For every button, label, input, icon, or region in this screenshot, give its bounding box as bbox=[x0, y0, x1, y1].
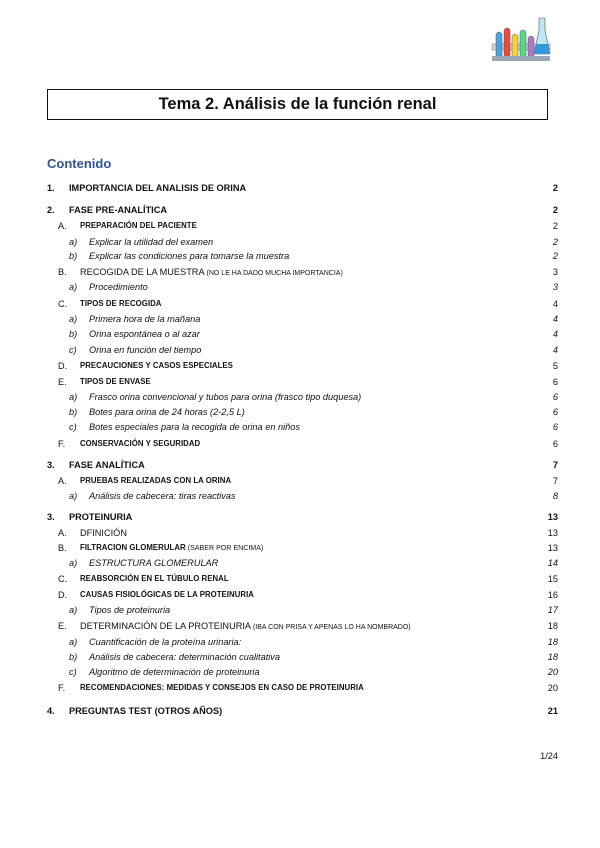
toc-entry-number: 1. bbox=[47, 183, 55, 193]
toc-entry-title bbox=[80, 588, 254, 602]
toc-entry-title bbox=[80, 619, 411, 635]
toc-entry-title bbox=[89, 280, 148, 294]
toc-entry-page: 21 bbox=[547, 706, 558, 716]
toc-entry-title bbox=[89, 420, 300, 434]
document-title-box bbox=[47, 89, 548, 120]
toc-entry-page: 14 bbox=[547, 558, 558, 568]
toc-entry[interactable] bbox=[47, 489, 558, 503]
toc-entry-number: E. bbox=[58, 621, 67, 631]
toc-entry-number: D. bbox=[58, 361, 68, 371]
toc-entry-number: b) bbox=[69, 652, 78, 662]
toc-entry-page: 18 bbox=[547, 621, 558, 631]
toc-entry-title bbox=[89, 405, 245, 419]
toc-entry[interactable] bbox=[47, 420, 558, 434]
toc-entry-number: a) bbox=[69, 314, 78, 324]
toc-entry-title bbox=[80, 541, 263, 556]
toc-entry[interactable] bbox=[47, 603, 558, 617]
toc-entry-title bbox=[80, 572, 229, 586]
toc-entry-text: CAUSAS FISIOLÓGICAS DE LA PROTEINURIA bbox=[80, 590, 254, 599]
toc-entry-title bbox=[89, 650, 280, 664]
toc-entry-title bbox=[80, 474, 231, 488]
toc-entry-page: 20 bbox=[547, 683, 558, 693]
toc-entry-title bbox=[89, 327, 200, 341]
toc-entry-title bbox=[80, 526, 127, 540]
toc-entry-text: Análisis de cabecera: determinación cualitativa bbox=[89, 652, 280, 662]
toc-entry[interactable] bbox=[47, 235, 558, 249]
toc-entry-page: 8 bbox=[552, 491, 558, 501]
toc-entry-text: ESTRUCTURA GLOMERULAR bbox=[89, 558, 219, 568]
toc-entry-page: 6 bbox=[552, 439, 558, 449]
toc-entry[interactable] bbox=[47, 280, 558, 294]
toc-entry-page: 4 bbox=[552, 314, 558, 324]
toc-entry[interactable] bbox=[47, 327, 558, 341]
contents-heading: Contenido bbox=[47, 156, 112, 171]
toc-entry-page: 18 bbox=[547, 637, 558, 647]
toc-entry-text: TIPOS DE RECOGIDA bbox=[80, 299, 162, 308]
toc-entry-text: Procedimiento bbox=[89, 282, 148, 292]
toc-entry-text: Orina en función del tiempo bbox=[89, 345, 202, 355]
toc-entry-title bbox=[69, 704, 222, 718]
toc-entry-text: FASE ANALÍTICA bbox=[69, 460, 145, 470]
toc-entry-title bbox=[89, 235, 213, 249]
toc-entry-page: 13 bbox=[547, 543, 558, 553]
toc-entry[interactable] bbox=[47, 541, 558, 555]
toc-entry-number: A. bbox=[58, 476, 67, 486]
toc-entry-text: PRUEBAS REALIZADAS CON LA ORINA bbox=[80, 476, 232, 485]
toc-entry-text: Botes especiales para la recogida de orina en niños bbox=[89, 422, 300, 432]
toc-entry-title bbox=[89, 635, 241, 649]
toc-entry-text: Tipos de proteinuria bbox=[89, 605, 171, 615]
toc-entry-text: Algoritmo de determinación de proteinuria bbox=[89, 667, 260, 677]
toc-entry[interactable] bbox=[47, 359, 558, 373]
toc-entry[interactable] bbox=[47, 390, 558, 404]
toc-entry-text: Botes para orina de 24 horas (2-2,5 L) bbox=[89, 407, 245, 417]
toc-entry-text: Explicar la utilidad del examen bbox=[89, 237, 214, 247]
toc-entry-text: IMPORTANCIA DEL ANALISIS DE ORINA bbox=[69, 183, 247, 193]
toc-entry-title bbox=[80, 359, 233, 373]
toc-entry[interactable] bbox=[47, 681, 558, 695]
toc-entry-title bbox=[69, 181, 246, 195]
toc-entry[interactable] bbox=[47, 181, 558, 195]
toc-entry[interactable] bbox=[47, 650, 558, 664]
toc-entry-number: a) bbox=[69, 392, 78, 402]
toc-entry[interactable] bbox=[47, 405, 558, 419]
toc-entry-page: 20 bbox=[547, 667, 558, 677]
toc-entry-title bbox=[89, 603, 170, 617]
toc-entry-title bbox=[80, 297, 161, 311]
toc-entry-page: 13 bbox=[547, 528, 558, 538]
page-number: 1/24 bbox=[540, 751, 558, 761]
toc-entry-number: E. bbox=[58, 377, 67, 387]
toc-entry-number: b) bbox=[69, 407, 78, 417]
toc-entry-number: b) bbox=[69, 251, 78, 261]
toc-entry-number: 2. bbox=[47, 205, 55, 215]
toc-entry-number: a) bbox=[69, 237, 78, 247]
toc-entry-page: 6 bbox=[552, 407, 558, 417]
toc-entry-text: Primera hora de la mañana bbox=[89, 314, 201, 324]
toc-entry-text: Cuantificación de la proteína urinaria: bbox=[89, 637, 242, 647]
toc-entry-title bbox=[89, 249, 289, 263]
toc-entry-note: (NO LE HA DADO MUCHA IMPORTANCIA) bbox=[204, 270, 343, 277]
toc-entry[interactable] bbox=[47, 437, 558, 451]
toc-entry-page: 4 bbox=[552, 345, 558, 355]
toc-entry[interactable] bbox=[47, 219, 558, 233]
toc-entry-note: (IBA CON PRISA Y APENAS LO HA NOMBRADO) bbox=[251, 624, 411, 631]
toc-entry-page: 2 bbox=[552, 183, 558, 193]
toc-entry-text: Explicar las condiciones para tomarse la muestra bbox=[89, 251, 290, 261]
toc-entry-number: a) bbox=[69, 558, 78, 568]
toc-entry-number: F. bbox=[58, 439, 66, 449]
toc-entry[interactable] bbox=[47, 665, 558, 679]
toc-entry-page: 17 bbox=[547, 605, 558, 615]
toc-entry-page: 15 bbox=[547, 574, 558, 584]
toc-entry[interactable] bbox=[47, 510, 558, 524]
toc-entry-text: RECOMENDACIONES: MEDIDAS Y CONSEJOS EN CASO DE PROTEINURIA bbox=[80, 683, 364, 692]
toc-entry-page: 5 bbox=[552, 361, 558, 371]
toc-entry[interactable] bbox=[47, 588, 558, 602]
toc-entry-page: 6 bbox=[552, 422, 558, 432]
toc-entry-number: C. bbox=[58, 299, 68, 309]
toc-entry[interactable] bbox=[47, 474, 558, 488]
toc-entry-number: A. bbox=[58, 528, 67, 538]
toc-entry-number: C. bbox=[58, 574, 68, 584]
toc-entry-text: REABSORCIÓN EN EL TÚBULO RENAL bbox=[80, 574, 229, 583]
toc-entry-page: 16 bbox=[547, 590, 558, 600]
toc-entry[interactable] bbox=[47, 312, 558, 326]
toc-entry[interactable] bbox=[47, 619, 558, 633]
lab-glassware-icon bbox=[490, 14, 552, 64]
toc-entry[interactable] bbox=[47, 265, 558, 279]
toc-entry-text: FASE PRE-ANALÍTICA bbox=[69, 205, 168, 215]
toc-entry-title bbox=[80, 265, 343, 281]
toc-entry-number: c) bbox=[69, 667, 77, 677]
toc-entry-page: 4 bbox=[552, 299, 558, 309]
toc-entry-note: (SABER POR ENCIMA) bbox=[185, 545, 264, 552]
toc-entry-page: 6 bbox=[552, 392, 558, 402]
toc-entry-page: 2 bbox=[552, 251, 558, 261]
toc-entry-text: PRECAUCIONES Y CASOS ESPECIALES bbox=[80, 361, 233, 370]
toc-entry-title bbox=[80, 375, 151, 389]
toc-entry-page: 3 bbox=[552, 267, 558, 277]
toc-entry-text: Análisis de cabecera: tiras reactivas bbox=[89, 491, 236, 501]
toc-entry-text: TIPOS DE ENVASE bbox=[80, 377, 151, 386]
toc-entry-page: 7 bbox=[552, 476, 558, 486]
toc-entry-text: Frasco orina convencional y tubos para orina (frasco tipo duquesa) bbox=[89, 392, 362, 402]
toc-entry-text: FILTRACION GLOMERULAR bbox=[80, 543, 186, 552]
toc-entry-page: 2 bbox=[552, 237, 558, 247]
toc-entry[interactable] bbox=[47, 556, 558, 570]
toc-entry-title bbox=[89, 312, 200, 326]
toc-entry-text: PREGUNTAS TEST (OTROS AÑOS) bbox=[69, 706, 223, 716]
toc-entry[interactable] bbox=[47, 375, 558, 389]
toc-entry-page: 18 bbox=[547, 652, 558, 662]
toc-entry-number: B. bbox=[58, 267, 67, 277]
toc-entry[interactable] bbox=[47, 203, 558, 217]
toc-entry-number: b) bbox=[69, 329, 78, 339]
toc-entry-number: B. bbox=[58, 543, 67, 553]
toc-entry-number: D. bbox=[58, 590, 68, 600]
toc-entry-text: CONSERVACIÓN Y SEGURIDAD bbox=[80, 439, 201, 448]
toc-entry-number: a) bbox=[69, 282, 78, 292]
toc-entry-title bbox=[80, 219, 197, 233]
toc-entry[interactable] bbox=[47, 458, 558, 472]
toc-entry[interactable] bbox=[47, 343, 558, 357]
toc-entry-page: 2 bbox=[552, 205, 558, 215]
toc-entry-number: c) bbox=[69, 345, 77, 355]
toc-entry-title bbox=[89, 343, 201, 357]
toc-entry-text: RECOGIDA DE LA MUESTRA bbox=[80, 267, 205, 277]
toc-entry-number: a) bbox=[69, 605, 78, 615]
toc-entry[interactable] bbox=[47, 704, 558, 718]
toc-entry[interactable] bbox=[47, 526, 558, 540]
toc-entry-page: 4 bbox=[552, 329, 558, 339]
toc-entry-page: 2 bbox=[552, 221, 558, 231]
toc-entry-number: a) bbox=[69, 491, 78, 501]
toc-entry-page: 6 bbox=[552, 377, 558, 387]
toc-entry-page: 7 bbox=[552, 460, 558, 470]
toc-entry[interactable] bbox=[47, 572, 558, 586]
toc-entry-number: c) bbox=[69, 422, 77, 432]
toc-entry-text: DETERMINACIÓN DE LA PROTEINURIA bbox=[80, 621, 252, 631]
toc-entry-title bbox=[89, 556, 218, 570]
toc-entry-title bbox=[89, 390, 361, 404]
toc-entry-title bbox=[69, 458, 145, 472]
toc-entry-number: 3. bbox=[47, 460, 55, 470]
toc-entry[interactable] bbox=[47, 249, 558, 263]
lab-glassware-logo bbox=[490, 14, 552, 64]
toc-entry-number: 3. bbox=[47, 512, 55, 522]
toc-entry-title bbox=[89, 489, 236, 503]
document-title: Tema 2. Análisis de la función renal bbox=[158, 95, 437, 113]
toc-entry-number: a) bbox=[69, 637, 78, 647]
toc-entry-number: F. bbox=[58, 683, 66, 693]
toc-entry-page: 13 bbox=[547, 512, 558, 522]
toc-entry-title bbox=[89, 665, 260, 679]
toc-entry-text: DFINICIÓN bbox=[80, 528, 127, 538]
toc-entry-title bbox=[69, 203, 167, 217]
toc-entry-text: PROTEINURIA bbox=[69, 512, 133, 522]
toc-entry-page: 3 bbox=[552, 282, 558, 292]
toc-entry-number: A. bbox=[58, 221, 67, 231]
toc-entry-title bbox=[69, 510, 132, 524]
toc-entry-title bbox=[80, 437, 200, 451]
toc-entry[interactable] bbox=[47, 635, 558, 649]
toc-entry-number: 4. bbox=[47, 706, 55, 716]
toc-entry-text: Orina espontánea o al azar bbox=[89, 329, 200, 339]
toc-entry[interactable] bbox=[47, 297, 558, 311]
toc-entry-text: PREPARACIÓN DEL PACIENTE bbox=[80, 221, 197, 230]
toc-entry-title bbox=[80, 681, 364, 695]
